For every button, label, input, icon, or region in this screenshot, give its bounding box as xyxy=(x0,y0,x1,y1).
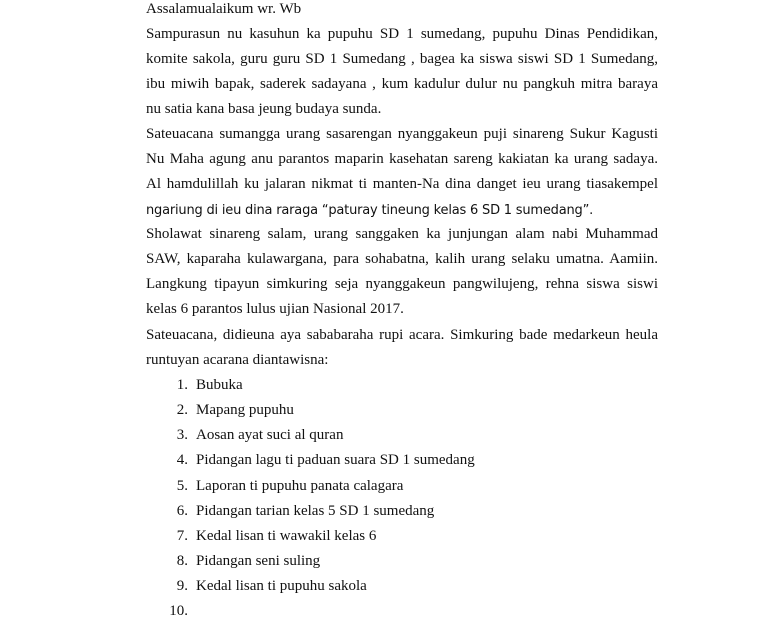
agenda-item-text: Mapang pupuhu xyxy=(196,402,294,418)
agenda-item-number: 9. xyxy=(176,578,188,594)
paragraph-1-line-3: ibu miwih bapak, saderek sadayana , kum kadulur dulur nu pangkuh mitra baraya xyxy=(146,76,658,92)
paragraph-5-line-1: Sateuacana, didieuna aya sababaraha rupi acara. Simkuring bade medarkeun heula xyxy=(146,327,658,343)
agenda-item-number: 3. xyxy=(176,427,188,443)
agenda-item-number: 2. xyxy=(176,402,188,418)
agenda-item xyxy=(146,599,658,624)
agenda-item-number: 4. xyxy=(176,452,188,468)
paragraph-2-line-3: Al hamdulillah ku jalaran nikmat ti manten-Na dina danget ieu urang tiasakempel xyxy=(146,176,658,192)
agenda-item-number: 10. xyxy=(169,603,188,619)
agenda-item-number: 5. xyxy=(176,478,188,494)
paragraph-1-line-4: nu satia kana basa jeung budaya sunda. xyxy=(146,101,382,117)
agenda-item xyxy=(146,524,658,549)
paragraph-1-line-2: komite sakola, guru guru SD 1 Sumedang , bagea ka siswa siswi SD 1 Sumedang, xyxy=(146,51,658,67)
paragraph-2-line-1: Sateuacana sumangga urang sasarengan nyanggakeun puji sinareng Sukur Kagusti xyxy=(146,126,658,142)
agenda-item xyxy=(146,499,658,524)
agenda-item-number: 8. xyxy=(176,553,188,569)
paragraph-1-line-1: Sampurasun nu kasuhun ka pupuhu SD 1 sumedang, pupuhu Dinas Pendidikan, xyxy=(146,26,658,42)
paragraph-5-line-2: runtuyan acarana diantawisna: xyxy=(146,352,329,368)
agenda-item-text: Kedal lisan ti wawakil kelas 6 xyxy=(196,528,377,544)
paragraph-4-line-2: kelas 6 parantos lulus ujian Nasional 2017. xyxy=(146,301,404,317)
agenda-item-text: Pidangan lagu ti paduan suara SD 1 sumedang xyxy=(196,452,475,468)
paragraph-3-line-1: Sholawat sinareng salam, urang sanggaken ka junjungan alam nabi Muhammad xyxy=(146,226,658,242)
agenda-item-text: Laporan ti pupuhu panata calagara xyxy=(196,478,404,494)
paragraph-4-line-1: Langkung tipayun simkuring seja nyanggakeun pangwilujeng, rehna siswa siswi xyxy=(146,276,658,292)
agenda-item xyxy=(146,398,658,423)
agenda-item xyxy=(146,574,658,599)
greeting: Assalamualaikum wr. Wb xyxy=(146,1,302,17)
agenda-item-text: Kedal lisan ti pupuhu sakola xyxy=(196,578,367,594)
agenda-item-text: Bubuka xyxy=(196,377,243,393)
agenda-item-number: 1. xyxy=(176,377,188,393)
agenda-item-text: Pidangan seni suling xyxy=(196,553,321,569)
agenda-item xyxy=(146,549,658,574)
agenda-item xyxy=(146,448,658,473)
agenda-item xyxy=(146,474,658,499)
agenda-item-text: Pidangan tarian kelas 5 SD 1 sumedang xyxy=(196,503,435,519)
paragraph-3-line-2: SAW, kaparaha kulawargana, para sohabatna, kalih urang selaku umatna. Aamiin. xyxy=(146,251,658,267)
agenda-item-number: 7. xyxy=(176,528,188,544)
paragraph-2-line-4: ngariung di ieu dina raraga “paturay tineung kelas 6 SD 1 sumedang”. xyxy=(146,203,594,218)
agenda-item-text: Aosan ayat suci al quran xyxy=(196,427,344,443)
agenda-item xyxy=(146,423,658,448)
agenda-item xyxy=(146,373,658,398)
agenda-item-number: 6. xyxy=(176,503,188,519)
paragraph-2-line-2: Nu Maha agung anu parantos maparin kasehatan sareng kakiatan ka urang sadaya. xyxy=(146,151,658,167)
